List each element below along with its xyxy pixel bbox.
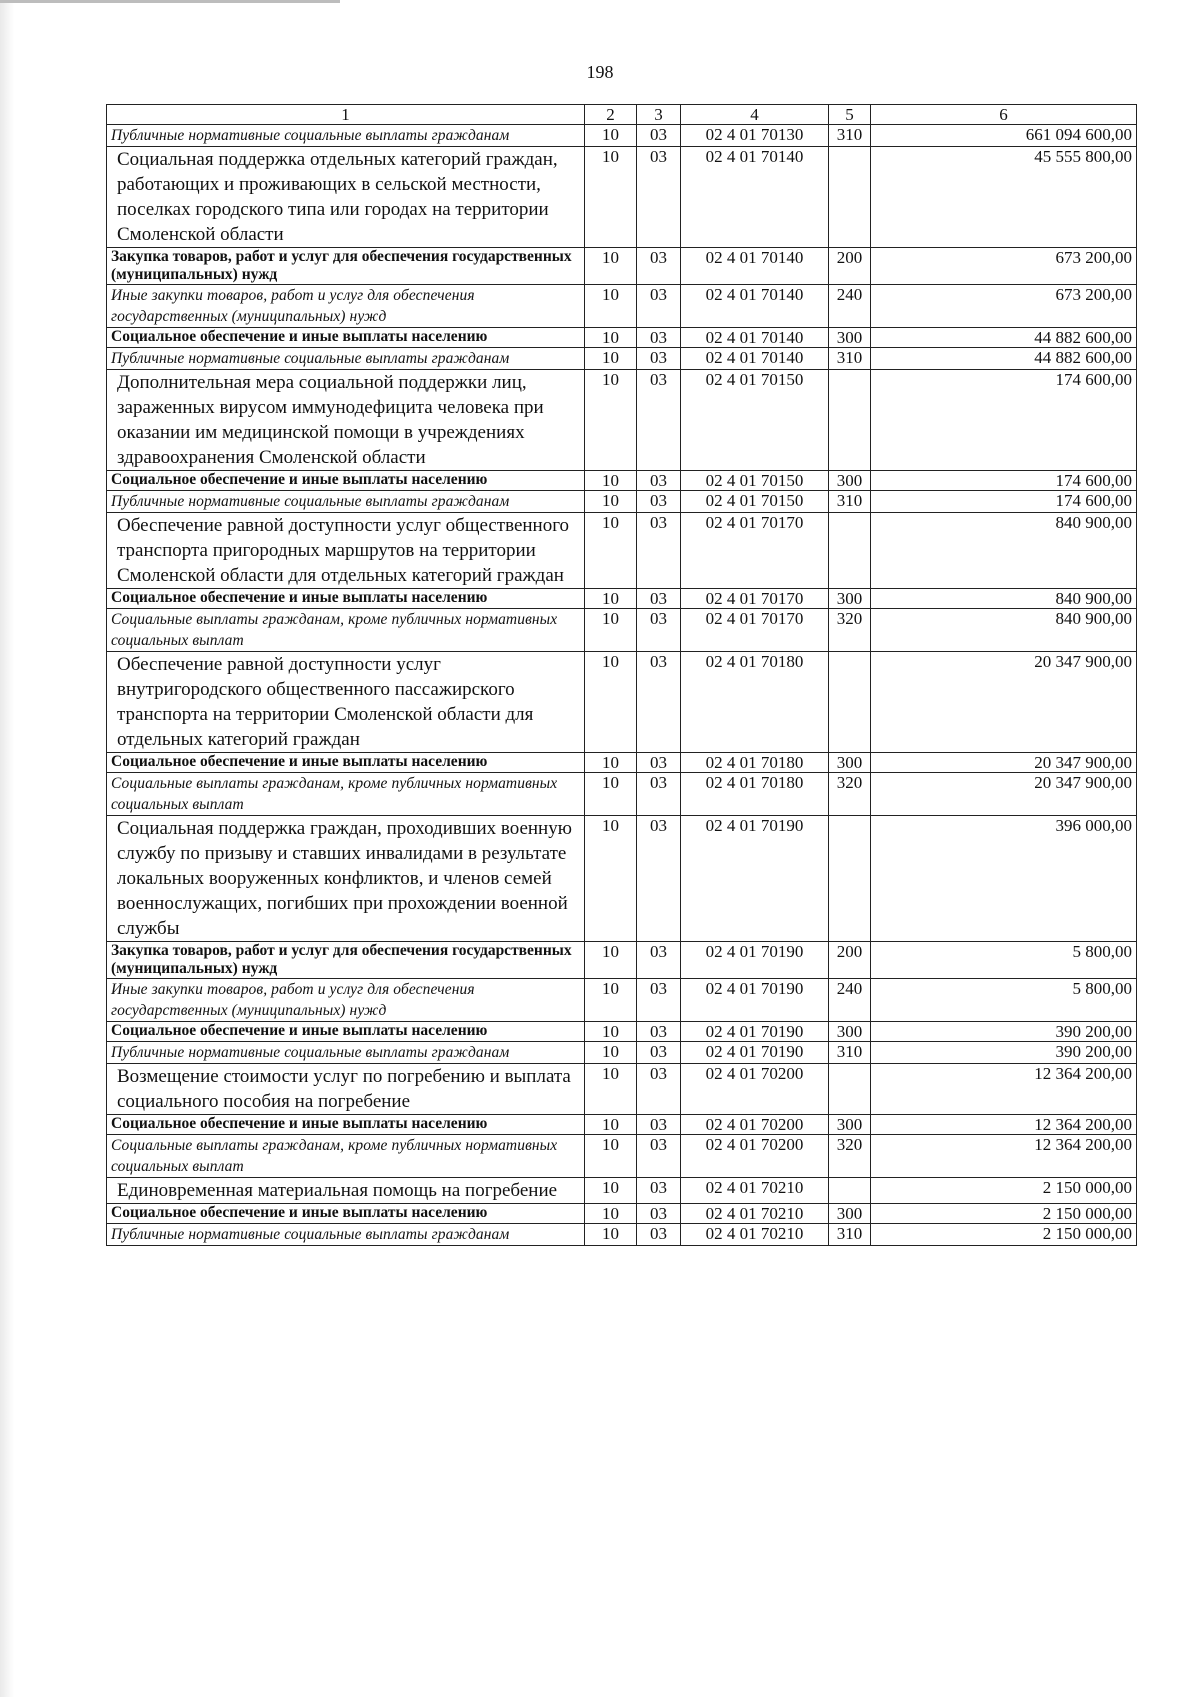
section-cell: 10 <box>585 979 637 1022</box>
target-article-cell: 02 4 01 70150 <box>681 491 829 513</box>
section-cell: 10 <box>585 942 637 979</box>
table-row <box>107 1022 1137 1042</box>
section-cell: 10 <box>585 513 637 589</box>
section-cell: 10 <box>585 753 637 773</box>
section-cell: 10 <box>585 652 637 753</box>
amount-cell: 12 364 200,00 <box>871 1115 1137 1135</box>
item-name-cell: Социальные выплаты гражданам, кроме публичных нормативных социальных выплат <box>107 773 585 816</box>
target-article-cell: 02 4 01 70140 <box>681 285 829 328</box>
target-article-cell: 02 4 01 70190 <box>681 1042 829 1064</box>
table-row <box>107 753 1137 773</box>
expense-type-cell: 200 <box>829 248 871 285</box>
table-row <box>107 773 1137 816</box>
section-cell: 10 <box>585 773 637 816</box>
item-name-cell: Единовременная материальная помощь на погребение <box>107 1178 585 1204</box>
amount-cell: 5 800,00 <box>871 942 1137 979</box>
expense-type-cell: 200 <box>829 942 871 979</box>
amount-cell: 20 347 900,00 <box>871 753 1137 773</box>
item-name-cell: Возмещение стоимости услуг по погребению и выплата социального пособия на погребение <box>107 1064 585 1115</box>
subsection-cell: 03 <box>637 285 681 328</box>
table-row <box>107 1064 1137 1115</box>
table-row <box>107 348 1137 370</box>
subsection-cell: 03 <box>637 652 681 753</box>
amount-cell: 390 200,00 <box>871 1022 1137 1042</box>
target-article-cell: 02 4 01 70190 <box>681 979 829 1022</box>
subsection-cell: 03 <box>637 1042 681 1064</box>
subsection-cell: 03 <box>637 370 681 471</box>
header-col-3: 3 <box>637 105 681 125</box>
expense-type-cell: 300 <box>829 1204 871 1224</box>
expense-type-cell <box>829 1178 871 1204</box>
budget-table-body <box>107 105 1137 1246</box>
expense-type-cell: 310 <box>829 491 871 513</box>
expense-type-cell <box>829 1064 871 1115</box>
section-cell: 10 <box>585 328 637 348</box>
header-col-1: 1 <box>107 105 585 125</box>
target-article-cell: 02 4 01 70150 <box>681 370 829 471</box>
expense-type-cell: 310 <box>829 348 871 370</box>
item-name-cell: Иные закупки товаров, работ и услуг для обеспечения государственных (муниципальных) нужд <box>107 979 585 1022</box>
amount-cell: 20 347 900,00 <box>871 773 1137 816</box>
amount-cell: 673 200,00 <box>871 248 1137 285</box>
target-article-cell: 02 4 01 70140 <box>681 248 829 285</box>
table-header-row <box>107 105 1137 125</box>
header-col-5: 5 <box>829 105 871 125</box>
amount-cell: 174 600,00 <box>871 471 1137 491</box>
item-name-cell: Закупка товаров, работ и услуг для обеспечения государственных (муниципальных) нужд <box>107 942 585 979</box>
table-row <box>107 609 1137 652</box>
target-article-cell: 02 4 01 70170 <box>681 513 829 589</box>
item-name-cell: Социальное обеспечение и иные выплаты населению <box>107 1022 585 1042</box>
expense-type-cell: 300 <box>829 1022 871 1042</box>
page-number: 198 <box>586 62 614 82</box>
subsection-cell: 03 <box>637 609 681 652</box>
expense-type-cell: 320 <box>829 609 871 652</box>
item-name-cell: Публичные нормативные социальные выплаты гражданам <box>107 491 585 513</box>
section-cell: 10 <box>585 491 637 513</box>
target-article-cell: 02 4 01 70180 <box>681 652 829 753</box>
section-cell: 10 <box>585 1042 637 1064</box>
expense-type-cell: 300 <box>829 589 871 609</box>
section-cell: 10 <box>585 589 637 609</box>
target-article-cell: 02 4 01 70150 <box>681 471 829 491</box>
amount-cell: 174 600,00 <box>871 491 1137 513</box>
table-row <box>107 1204 1137 1224</box>
amount-cell: 390 200,00 <box>871 1042 1137 1064</box>
target-article-cell: 02 4 01 70180 <box>681 753 829 773</box>
section-cell: 10 <box>585 1204 637 1224</box>
item-name-cell: Социальное обеспечение и иные выплаты населению <box>107 471 585 491</box>
subsection-cell: 03 <box>637 1135 681 1178</box>
item-name-cell: Закупка товаров, работ и услуг для обеспечения государственных (муниципальных) нужд <box>107 248 585 285</box>
amount-cell: 840 900,00 <box>871 609 1137 652</box>
amount-cell: 840 900,00 <box>871 589 1137 609</box>
target-article-cell: 02 4 01 70190 <box>681 942 829 979</box>
subsection-cell: 03 <box>637 753 681 773</box>
item-name-cell: Социальное обеспечение и иные выплаты населению <box>107 753 585 773</box>
subsection-cell: 03 <box>637 328 681 348</box>
subsection-cell: 03 <box>637 147 681 248</box>
section-cell: 10 <box>585 471 637 491</box>
amount-cell: 45 555 800,00 <box>871 147 1137 248</box>
subsection-cell: 03 <box>637 248 681 285</box>
section-cell: 10 <box>585 816 637 942</box>
target-article-cell: 02 4 01 70210 <box>681 1224 829 1246</box>
item-name-cell: Социальное обеспечение и иные выплаты населению <box>107 589 585 609</box>
item-name-cell: Социальная поддержка отдельных категорий граждан, работающих и проживающих в сельской местности, поселках городского типа или городах на территории Смоленской области <box>107 147 585 248</box>
amount-cell: 840 900,00 <box>871 513 1137 589</box>
item-name-cell: Социальная поддержка граждан, проходивших военную службу по призыву и ставших инвалидами в результате локальных вооруженных конфликтов, и членов семей военнослужащих, погибших при прохождении военной службы <box>107 816 585 942</box>
subsection-cell: 03 <box>637 471 681 491</box>
section-cell: 10 <box>585 147 637 248</box>
item-name-cell: Иные закупки товаров, работ и услуг для обеспечения государственных (муниципальных) нужд <box>107 285 585 328</box>
subsection-cell: 03 <box>637 1064 681 1115</box>
header-col-6: 6 <box>871 105 1137 125</box>
table-row <box>107 471 1137 491</box>
scan-mark-top <box>0 0 340 3</box>
target-article-cell: 02 4 01 70140 <box>681 328 829 348</box>
item-name-cell: Социальное обеспечение и иные выплаты населению <box>107 1204 585 1224</box>
subsection-cell: 03 <box>637 1022 681 1042</box>
item-name-cell: Социальные выплаты гражданам, кроме публичных нормативных социальных выплат <box>107 609 585 652</box>
expense-type-cell <box>829 652 871 753</box>
expense-type-cell: 300 <box>829 471 871 491</box>
amount-cell: 673 200,00 <box>871 285 1137 328</box>
scan-shadow-left <box>0 0 14 1697</box>
target-article-cell: 02 4 01 70200 <box>681 1115 829 1135</box>
table-row <box>107 513 1137 589</box>
expense-type-cell <box>829 513 871 589</box>
expense-type-cell: 310 <box>829 125 871 147</box>
expense-type-cell <box>829 147 871 248</box>
item-name-cell: Социальные выплаты гражданам, кроме публичных нормативных социальных выплат <box>107 1135 585 1178</box>
table-row <box>107 370 1137 471</box>
table-row <box>107 652 1137 753</box>
header-col-2: 2 <box>585 105 637 125</box>
section-cell: 10 <box>585 248 637 285</box>
expense-type-cell: 320 <box>829 773 871 816</box>
section-cell: 10 <box>585 1178 637 1204</box>
section-cell: 10 <box>585 609 637 652</box>
item-name-cell: Публичные нормативные социальные выплаты гражданам <box>107 1224 585 1246</box>
amount-cell: 44 882 600,00 <box>871 348 1137 370</box>
table-row <box>107 285 1137 328</box>
target-article-cell: 02 4 01 70200 <box>681 1135 829 1178</box>
subsection-cell: 03 <box>637 348 681 370</box>
expense-type-cell: 310 <box>829 1042 871 1064</box>
item-name-cell: Социальное обеспечение и иные выплаты населению <box>107 1115 585 1135</box>
subsection-cell: 03 <box>637 1224 681 1246</box>
table-row <box>107 125 1137 147</box>
table-row <box>107 147 1137 248</box>
subsection-cell: 03 <box>637 942 681 979</box>
budget-table <box>106 104 1137 1246</box>
item-name-cell: Публичные нормативные социальные выплаты гражданам <box>107 1042 585 1064</box>
target-article-cell: 02 4 01 70210 <box>681 1178 829 1204</box>
table-row <box>107 589 1137 609</box>
table-row <box>107 328 1137 348</box>
amount-cell: 2 150 000,00 <box>871 1224 1137 1246</box>
amount-cell: 174 600,00 <box>871 370 1137 471</box>
item-name-cell: Публичные нормативные социальные выплаты гражданам <box>107 125 585 147</box>
target-article-cell: 02 4 01 70190 <box>681 816 829 942</box>
amount-cell: 20 347 900,00 <box>871 652 1137 753</box>
expense-type-cell: 240 <box>829 979 871 1022</box>
target-article-cell: 02 4 01 70170 <box>681 589 829 609</box>
target-article-cell: 02 4 01 70180 <box>681 773 829 816</box>
subsection-cell: 03 <box>637 773 681 816</box>
amount-cell: 2 150 000,00 <box>871 1178 1137 1204</box>
table-row <box>107 1178 1137 1204</box>
expense-type-cell: 240 <box>829 285 871 328</box>
item-name-cell: Дополнительная мера социальной поддержки лиц, зараженных вирусом иммунодефицита человека при оказании им медицинской помощи в учреждениях здравоохранения Смоленской области <box>107 370 585 471</box>
expense-type-cell: 310 <box>829 1224 871 1246</box>
subsection-cell: 03 <box>637 125 681 147</box>
header-col-4: 4 <box>681 105 829 125</box>
amount-cell: 396 000,00 <box>871 816 1137 942</box>
expense-type-cell: 300 <box>829 1115 871 1135</box>
target-article-cell: 02 4 01 70200 <box>681 1064 829 1115</box>
amount-cell: 2 150 000,00 <box>871 1204 1137 1224</box>
table-row <box>107 979 1137 1022</box>
table-row <box>107 1224 1137 1246</box>
section-cell: 10 <box>585 1135 637 1178</box>
table-row <box>107 942 1137 979</box>
section-cell: 10 <box>585 125 637 147</box>
expense-type-cell: 320 <box>829 1135 871 1178</box>
table-row <box>107 248 1137 285</box>
amount-cell: 5 800,00 <box>871 979 1137 1022</box>
target-article-cell: 02 4 01 70140 <box>681 147 829 248</box>
expense-type-cell: 300 <box>829 328 871 348</box>
section-cell: 10 <box>585 1115 637 1135</box>
subsection-cell: 03 <box>637 589 681 609</box>
subsection-cell: 03 <box>637 513 681 589</box>
item-name-cell: Обеспечение равной доступности услуг внутригородского общественного пассажирского транспорта на территории Смоленской области для отдельных категорий граждан <box>107 652 585 753</box>
subsection-cell: 03 <box>637 816 681 942</box>
section-cell: 10 <box>585 1064 637 1115</box>
table-row <box>107 491 1137 513</box>
target-article-cell: 02 4 01 70210 <box>681 1204 829 1224</box>
amount-cell: 12 364 200,00 <box>871 1064 1137 1115</box>
section-cell: 10 <box>585 1022 637 1042</box>
section-cell: 10 <box>585 348 637 370</box>
target-article-cell: 02 4 01 70140 <box>681 348 829 370</box>
table-row <box>107 1115 1137 1135</box>
section-cell: 10 <box>585 1224 637 1246</box>
section-cell: 10 <box>585 370 637 471</box>
expense-type-cell <box>829 370 871 471</box>
subsection-cell: 03 <box>637 491 681 513</box>
section-cell: 10 <box>585 285 637 328</box>
amount-cell: 661 094 600,00 <box>871 125 1137 147</box>
amount-cell: 44 882 600,00 <box>871 328 1137 348</box>
subsection-cell: 03 <box>637 1178 681 1204</box>
item-name-cell: Публичные нормативные социальные выплаты гражданам <box>107 348 585 370</box>
subsection-cell: 03 <box>637 979 681 1022</box>
table-row <box>107 1042 1137 1064</box>
amount-cell: 12 364 200,00 <box>871 1135 1137 1178</box>
table-row <box>107 1135 1137 1178</box>
target-article-cell: 02 4 01 70170 <box>681 609 829 652</box>
item-name-cell: Социальное обеспечение и иные выплаты населению <box>107 328 585 348</box>
expense-type-cell <box>829 816 871 942</box>
table-row <box>107 816 1137 942</box>
subsection-cell: 03 <box>637 1204 681 1224</box>
target-article-cell: 02 4 01 70190 <box>681 1022 829 1042</box>
target-article-cell: 02 4 01 70130 <box>681 125 829 147</box>
item-name-cell: Обеспечение равной доступности услуг общественного транспорта пригородных маршрутов на территории Смоленской области для отдельных категорий граждан <box>107 513 585 589</box>
expense-type-cell: 300 <box>829 753 871 773</box>
subsection-cell: 03 <box>637 1115 681 1135</box>
